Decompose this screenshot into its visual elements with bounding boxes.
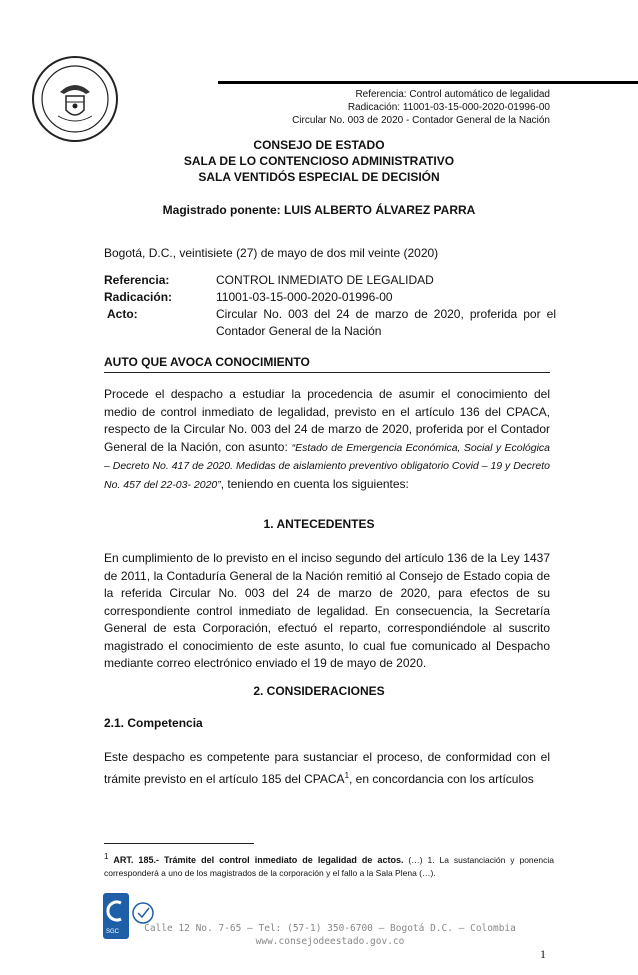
date-line: Bogotá, D.C., veintisiete (27) de mayo de dos mil veinte (2020) <box>104 246 439 260</box>
radicacion-label: Radicación: <box>104 290 173 304</box>
reference-header <box>292 88 550 127</box>
footer-website-link[interactable]: www.consejodeestado.gov.co <box>255 936 405 947</box>
footnote-text: (…) 1. La sustanciación y ponencia corresponderá a uno de los magistrados de la corporación y el fallo a la Sala Plena (…). <box>104 854 554 878</box>
referencia-label: Referencia: <box>104 273 170 287</box>
magistrado-line: Magistrado ponente: LUIS ALBERTO ÁLVAREZ PARRA <box>162 203 476 217</box>
section-antecedentes-title: 1. ANTECEDENTES <box>263 517 375 531</box>
radicacion-value: 11001-03-15-000-2020-01996-00 <box>216 290 393 304</box>
footer-contact <box>140 922 520 948</box>
footer-address: Calle 12 No. 7-65 – Tel: (57-1) 350-6700 – Bogotá D.C. – Colombia <box>144 923 516 934</box>
competencia-paragraph <box>104 749 550 788</box>
case-metadata <box>104 272 556 340</box>
acto-label: Acto: <box>107 307 138 321</box>
logo-text: SGC <box>106 929 120 935</box>
footnote-rule <box>104 843 254 844</box>
intro-paragraph <box>104 386 550 494</box>
ref-line-1: Referencia: Control automático de legalidad <box>355 89 550 100</box>
page-number: 1 <box>540 947 546 961</box>
sala-especial-title: SALA VENTIDÓS ESPECIAL DE DECISIÓN <box>198 170 440 184</box>
referencia-value: CONTROL INMEDIATO DE LEGALIDAD <box>216 273 434 287</box>
footnote-bold: ART. 185.- Trámite del control inmediato de legalidad de actos. <box>113 854 404 865</box>
auto-title: AUTO QUE AVOCA CONOCIMIENTO <box>104 355 550 373</box>
antecedentes-paragraph: En cumplimiento de lo previsto en el inciso segundo del artículo 136 de la Ley 1437 de 2011, la Contaduría General de la Nación remitió al Consejo de Estado copia de la referida Circular No. 003 del 24 de marzo de 2020, para efectos de su correspondiente control inmediato de legalidad. En consecuencia, la Secretaría General de esta Corporación, efectuó el reparto, correspondiéndole al suscrito magistrado el conocimiento de este asunto, lo cual fue comunicado al Despacho mediante correo electrónico enviado el 19 de mayo de 2020. <box>104 551 550 670</box>
intro-text-b: , teniendo en cuenta los siguientes: <box>220 476 409 491</box>
competencia-text-b: , en concordancia con los artículos <box>349 771 534 786</box>
section-consideraciones-title: 2. CONSIDERACIONES <box>253 684 385 698</box>
institution-title: CONSEJO DE ESTADO <box>253 138 385 152</box>
footnote-number: 1 <box>104 852 109 861</box>
footnote-ref[interactable]: 1 <box>344 770 350 780</box>
footnote <box>104 850 554 880</box>
intro-quote: “Estado de Emergencia Económica, Social y Ecológica – Decreto No. 417 de 2020. Medidas de aislamiento preventivo obligatorio Covid – 19 y Decreto No. 457 del 22-03- 2020” <box>104 441 550 491</box>
ref-line-3: Circular No. 003 de 2020 - Contador General de la Nación <box>292 115 550 126</box>
competencia-subtitle: 2.1. Competencia <box>104 716 203 730</box>
header-rule <box>218 81 638 84</box>
competencia-text-a: Este despacho es competente para sustanciar el proceso, de conformidad con el trámite previsto en el artículo 185 del CPACA <box>104 750 550 786</box>
colombia-seal-logo <box>30 54 120 144</box>
intro-text-a: Procede el despacho a estudiar la procedencia de asumir el conocimiento del medio de control inmediato de legalidad, previsto en el artículo 136 del CPACA, respecto de la Circular No. 003 del 24 de marzo de 2020, proferida por el Contador General de la Nación, con asunto: <box>104 387 550 454</box>
sala-title: SALA DE LO CONTENCIOSO ADMINISTRATIVO <box>183 154 455 168</box>
ref-line-2: Radicación: 11001-03-15-000-2020-01996-00 <box>347 102 550 113</box>
acto-value: Circular No. 003 del 24 de marzo de 2020, proferida por el Contador General de la Nación <box>216 307 556 338</box>
